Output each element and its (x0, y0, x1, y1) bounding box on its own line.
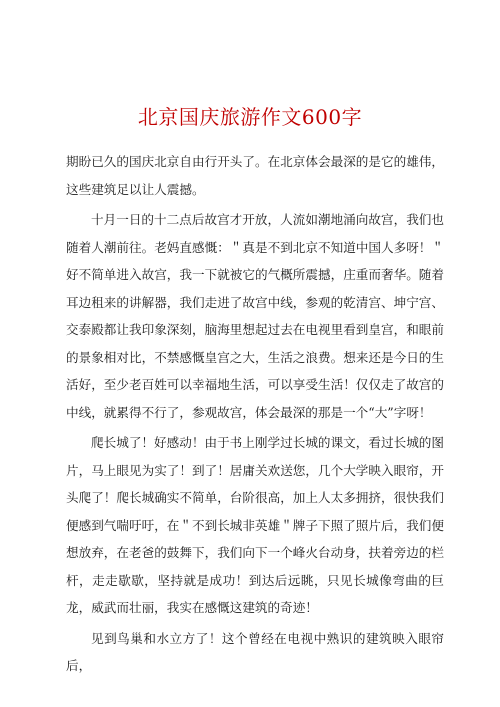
document-body (66, 148, 444, 683)
paragraph-1: 期盼已久的国庆北京自由行开头了。在北京体会最深的是它的雄伟，这些建筑足以让人震撼。 (66, 154, 444, 197)
paragraph-3: 爬长城了！好感动！由于书上刚学过长城的课文，看过长城的图片，马上眼见为实了！到了！居庸关欢送您，几个大学映入眼帘，开头爬了！爬长城确实不简单，台阶很高，加上人太多拥挤，很快我们便感到气喘吁吁，在＂不到长城非英雄＂牌子下照了照片后，我们便想放弃，在老爸的鼓舞下，我们向下一个峰火台动身，扶着旁边的栏杆，走走歇歇，坚持就是成功！到达后远眺，只见长城像弯曲的巨龙，威武而壮丽，我实在感慨这建筑的奇迹！ (66, 435, 444, 615)
paragraph-4: 见到鸟巢和水立方了！这个曾经在电视中熟识的建筑映入眼帘后， (66, 630, 444, 673)
paragraph-2: 十月一日的十二点后故宫才开放，人流如潮地涌向故宫，我们也随着人潮前往。老妈直感慨：＂真是不到北京不知道中国人多呀！＂好不简单进入故宫，我一下就被它的气概所震撼，庄重而奢华。随着耳边租来的讲解器，我们走进了故宫中线，参观的乾清宫、坤宁宫、交泰殿都让我印象深刻，脑海里想起过去在电视里看到皇宫，和眼前的景象相对比，不禁感慨皇宫之大，生活之浪费。想来还是今日的生活好，至少老百姓可以幸福地生活，可以享受生活！仅仅走了故宫的中线，就累得不行了，参观故宫，体会最深的那是一个“大”字呀！ (66, 212, 444, 420)
document-title: 北京国庆旅游作文600字 (137, 105, 363, 129)
